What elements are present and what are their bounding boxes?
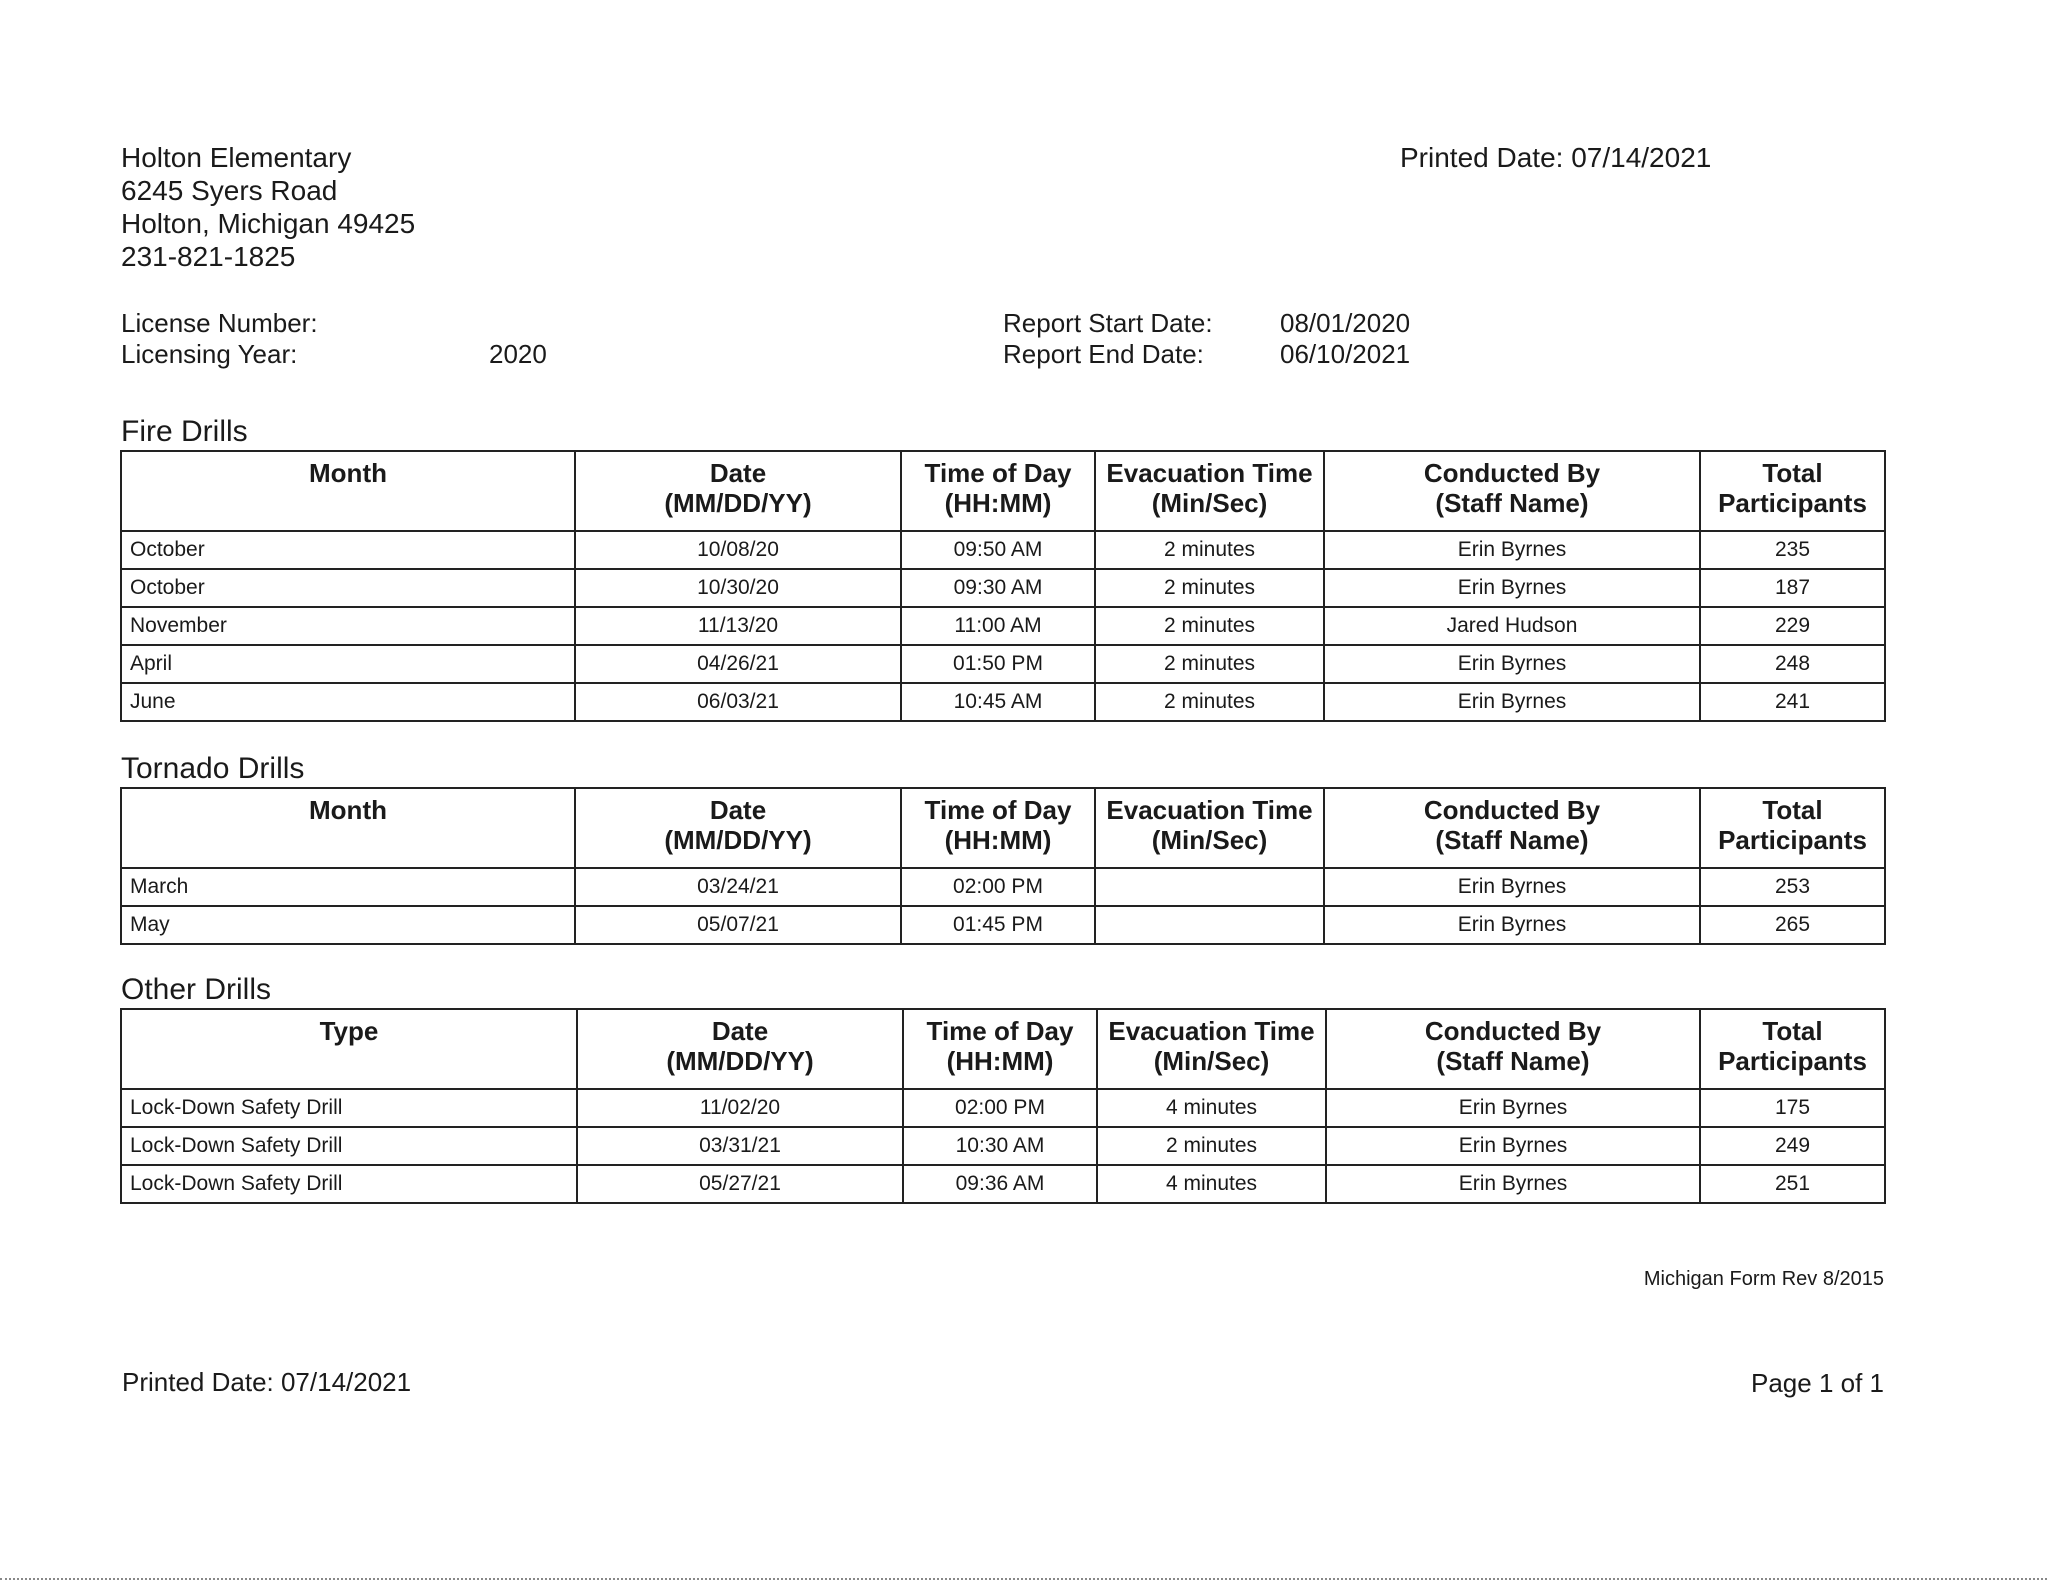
cell-staff: Erin Byrnes [1326,1165,1700,1203]
cell-evacuation [1095,906,1324,944]
cell-total: 248 [1700,645,1885,683]
col-time: Time of Day (HH:MM) [901,788,1095,868]
col-evacuation: Evacuation Time (Min/Sec) [1095,788,1324,868]
phone-number: 231-821-1825 [121,241,296,272]
other-drills-table [120,1008,1886,1204]
table-row [121,531,1885,569]
cell-evacuation: 2 minutes [1095,531,1324,569]
cell-date: 05/07/21 [575,906,901,944]
page-number: Page 1 of 1 [1751,1368,1884,1398]
cell-evacuation: 4 minutes [1097,1089,1326,1127]
cell-total: 249 [1700,1127,1885,1165]
city-state-zip: Holton, Michigan 49425 [121,208,416,239]
cell-time: 10:45 AM [901,683,1095,721]
col-date: Date (MM/DD/YY) [575,451,901,531]
cell-staff: Erin Byrnes [1324,868,1700,906]
cell-total: 251 [1700,1165,1885,1203]
col-evacuation: Evacuation Time (Min/Sec) [1095,451,1324,531]
col-time: Time of Day (HH:MM) [901,451,1095,531]
cell-total: 235 [1700,531,1885,569]
cell-type: Lock-Down Safety Drill [121,1127,577,1165]
report-start-value: 08/01/2020 [1280,308,1411,338]
street-address: 6245 Syers Road [121,175,338,206]
cell-date: 11/13/20 [575,607,901,645]
cell-total: 187 [1700,569,1885,607]
col-total: Total Participants [1700,788,1885,868]
cell-time: 02:00 PM [901,868,1095,906]
cell-date: 10/08/20 [575,531,901,569]
col-evacuation: Evacuation Time (Min/Sec) [1097,1009,1326,1089]
cell-staff: Erin Byrnes [1324,906,1700,944]
table-row [121,1127,1885,1165]
col-month: Month [121,451,575,531]
col-total: Total Participants [1700,451,1885,531]
table-header-row [121,788,1885,868]
licensing-year-label: Licensing Year: [121,339,298,369]
cell-total: 241 [1700,683,1885,721]
cell-date: 11/02/20 [577,1089,903,1127]
table-row [121,1165,1885,1203]
tornado-drills-title: Tornado Drills [121,752,305,785]
cell-total: 229 [1700,607,1885,645]
cell-type: Lock-Down Safety Drill [121,1165,577,1203]
cell-staff: Erin Byrnes [1326,1089,1700,1127]
school-address-block [121,141,415,273]
cell-evacuation: 2 minutes [1095,607,1324,645]
table-row [121,868,1885,906]
col-date: Date (MM/DD/YY) [575,788,901,868]
cell-month: November [121,607,575,645]
cell-date: 10/30/20 [575,569,901,607]
col-month: Month [121,788,575,868]
cell-month: October [121,531,575,569]
license-number-label: License Number: [121,308,318,338]
cell-date: 06/03/21 [575,683,901,721]
report-end-value: 06/10/2021 [1280,339,1411,369]
col-conducted-by: Conducted By (Staff Name) [1324,788,1700,868]
report-end-label: Report End Date: [1003,339,1204,369]
cell-staff: Erin Byrnes [1324,531,1700,569]
col-time: Time of Day (HH:MM) [903,1009,1097,1089]
cell-time: 09:30 AM [901,569,1095,607]
cell-time: 11:00 AM [901,607,1095,645]
cell-staff: Jared Hudson [1324,607,1700,645]
cell-time: 01:50 PM [901,645,1095,683]
other-drills-title: Other Drills [121,973,272,1006]
cell-month: March [121,868,575,906]
cell-time: 09:36 AM [903,1165,1097,1203]
printed-date-header: Printed Date: 07/14/2021 [1400,142,1712,173]
cell-date: 04/26/21 [575,645,901,683]
cell-month: April [121,645,575,683]
scan-edge-line [0,1578,2047,1580]
table-row [121,569,1885,607]
fire-drills-title: Fire Drills [121,415,248,448]
col-type: Type [121,1009,577,1089]
cell-date: 03/24/21 [575,868,901,906]
table-row [121,1089,1885,1127]
table-header-row [121,451,1885,531]
school-name: Holton Elementary [121,142,352,173]
cell-staff: Erin Byrnes [1326,1127,1700,1165]
cell-staff: Erin Byrnes [1324,683,1700,721]
cell-evacuation: 2 minutes [1097,1127,1326,1165]
cell-type: Lock-Down Safety Drill [121,1089,577,1127]
table-row [121,906,1885,944]
col-total: Total Participants [1700,1009,1885,1089]
cell-time: 02:00 PM [903,1089,1097,1127]
tornado-drills-table [120,787,1886,945]
report-start-label: Report Start Date: [1003,308,1213,338]
cell-evacuation: 2 minutes [1095,569,1324,607]
cell-date: 05/27/21 [577,1165,903,1203]
col-conducted-by: Conducted By (Staff Name) [1324,451,1700,531]
licensing-year-value: 2020 [489,339,547,369]
cell-evacuation: 2 minutes [1095,645,1324,683]
cell-evacuation: 2 minutes [1095,683,1324,721]
cell-date: 03/31/21 [577,1127,903,1165]
cell-total: 175 [1700,1089,1885,1127]
printed-date-footer: Printed Date: 07/14/2021 [122,1367,412,1397]
table-header-row [121,1009,1885,1089]
cell-staff: Erin Byrnes [1324,569,1700,607]
cell-total: 253 [1700,868,1885,906]
fire-drills-table [120,450,1886,722]
cell-time: 01:45 PM [901,906,1095,944]
cell-evacuation [1095,868,1324,906]
cell-staff: Erin Byrnes [1324,645,1700,683]
cell-time: 10:30 AM [903,1127,1097,1165]
cell-time: 09:50 AM [901,531,1095,569]
form-revision: Michigan Form Rev 8/2015 [1643,1268,1884,1290]
cell-month: May [121,906,575,944]
col-date: Date (MM/DD/YY) [577,1009,903,1089]
cell-month: June [121,683,575,721]
cell-evacuation: 4 minutes [1097,1165,1326,1203]
cell-month: October [121,569,575,607]
cell-total: 265 [1700,906,1885,944]
table-row [121,645,1885,683]
col-conducted-by: Conducted By (Staff Name) [1326,1009,1700,1089]
table-row [121,683,1885,721]
table-row [121,607,1885,645]
